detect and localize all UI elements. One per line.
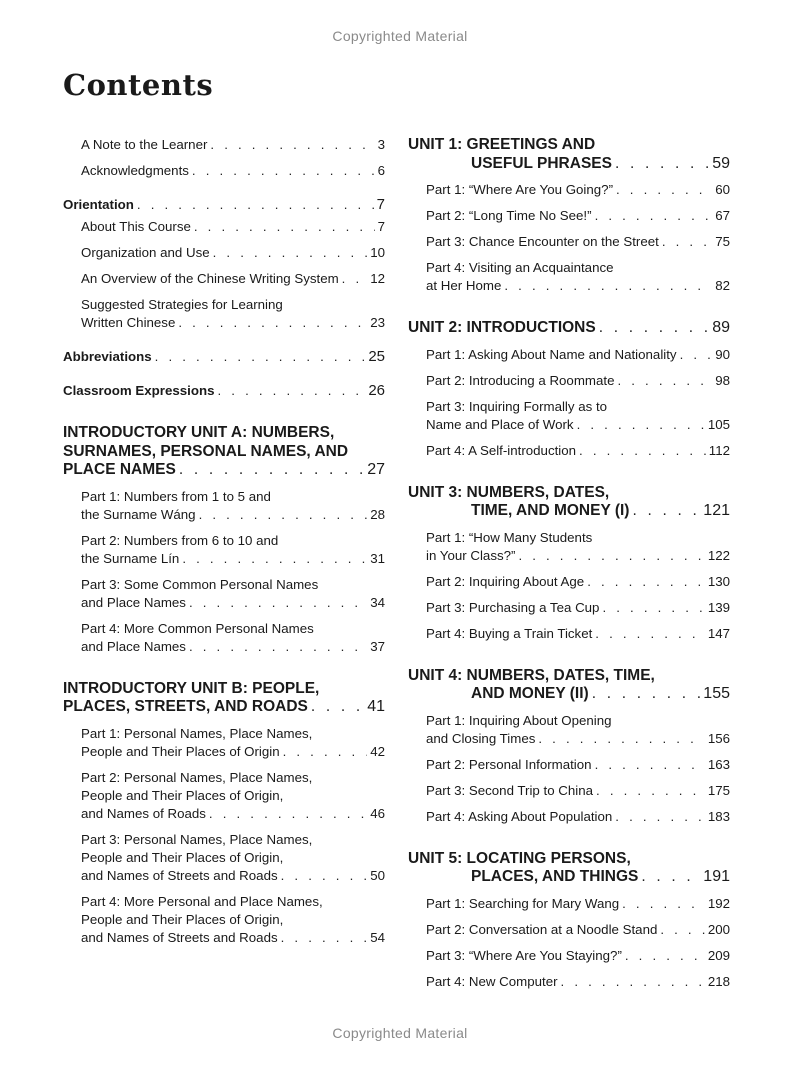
dot-leader — [538, 730, 704, 748]
toc-entry[interactable] — [408, 573, 730, 591]
toc-entry[interactable] — [408, 895, 730, 913]
toc-entry[interactable] — [408, 529, 730, 565]
toc-entry-title: Part 4: More Personal and Place Names, — [81, 893, 323, 909]
toc-entry[interactable] — [63, 831, 385, 885]
toc-entry[interactable] — [408, 625, 730, 643]
toc-entry-title: and Names of Streets and Roads — [81, 867, 278, 883]
toc-entry[interactable] — [63, 244, 385, 262]
toc-unit-heading[interactable] — [408, 484, 730, 521]
toc-entry-title: the Surname Lín — [81, 550, 180, 566]
toc-entry-title: Part 1: “How Many Students — [426, 529, 593, 545]
toc-entry-title: Part 2: Introducing a Roommate — [426, 372, 615, 388]
toc-entry-title: at Her Home — [426, 278, 502, 293]
toc-entry-title: Part 3: Some Common Personal Names — [81, 576, 319, 592]
toc-entry-title: UNIT 1: GREETINGS AND — [408, 136, 596, 153]
toc-entry[interactable] — [408, 442, 730, 460]
toc-page-number: 122 — [707, 547, 730, 563]
toc-page-number: 37 — [370, 638, 385, 654]
toc-entry[interactable] — [408, 181, 730, 199]
toc-entry-title: INTRODUCTORY UNIT A: NUMBERS, — [63, 424, 335, 441]
toc-column-right — [408, 136, 730, 991]
toc-page-number: 50 — [370, 867, 385, 883]
dot-leader — [622, 895, 705, 913]
toc-entry-title: People and Their Places of Origin — [81, 743, 280, 759]
dot-leader — [189, 594, 367, 612]
toc-entry-title: and Names of Roads — [81, 805, 206, 821]
toc-entry-title: Part 2: Personal Information — [426, 756, 592, 772]
dot-leader — [504, 277, 712, 295]
toc-entry-title: UNIT 4: NUMBERS, DATES, TIME, — [408, 666, 655, 684]
dot-leader — [632, 502, 700, 521]
toc-entry-title: Part 2: Inquiring About Age — [426, 573, 585, 589]
toc-entry-title: and Closing Times — [426, 730, 536, 746]
toc-entry[interactable] — [63, 725, 385, 761]
toc-entry-title: in Your Class?” — [426, 547, 516, 563]
toc-page-number: 10 — [370, 245, 385, 260]
toc-page-number: 75 — [715, 234, 730, 249]
toc-page-number: 200 — [707, 921, 730, 937]
toc-section-heading[interactable] — [63, 196, 385, 214]
dot-leader — [592, 685, 701, 704]
toc-page-number: 90 — [715, 346, 730, 362]
toc-entry-title: INTRODUCTORY UNIT B: PEOPLE, — [63, 679, 320, 697]
page-title: Contents — [63, 68, 214, 102]
dot-leader — [641, 868, 700, 887]
toc-entry-title: Part 4: Asking About Population — [426, 808, 613, 824]
dot-leader — [283, 743, 368, 761]
dot-leader — [579, 442, 706, 460]
dot-leader — [518, 547, 704, 565]
dot-leader — [625, 947, 705, 965]
toc-entry-title: Part 1: Personal Names, Place Names, — [81, 725, 313, 741]
toc-column-left — [63, 136, 385, 947]
toc-entry-title: Part 4: A Self-introduction — [426, 442, 577, 458]
toc-entry[interactable] — [408, 372, 730, 390]
dot-leader — [599, 319, 709, 338]
toc-entry[interactable] — [63, 488, 385, 524]
toc-entry[interactable] — [408, 259, 730, 295]
toc-page-number: 34 — [370, 594, 385, 610]
dot-leader — [194, 218, 375, 236]
toc-page-number: 7 — [376, 196, 385, 213]
dot-leader — [680, 346, 713, 364]
toc-entry-title: Part 1: Inquiring About Opening — [426, 712, 612, 728]
toc-page-number: 218 — [707, 973, 730, 989]
toc-entry-title: Part 3: Chance Encounter on the Street — [426, 234, 659, 249]
toc-page-number: 46 — [370, 805, 385, 821]
toc-unit-heading[interactable] — [408, 667, 730, 704]
dot-leader — [602, 599, 704, 617]
toc-entry[interactable] — [63, 218, 385, 236]
toc-page-number: 121 — [703, 502, 730, 519]
toc-page-number: 3 — [377, 137, 385, 152]
dot-leader — [213, 244, 368, 262]
toc-unit-heading[interactable] — [408, 136, 730, 173]
toc-entry-title: Part 4: Visiting an Acquaintance — [426, 260, 614, 275]
toc-page-number: 41 — [367, 698, 385, 715]
toc-page-number: 191 — [703, 868, 730, 885]
toc-entry-title: About This Course — [81, 219, 191, 234]
toc-page-number: 163 — [707, 756, 730, 772]
toc-unit-heading[interactable] — [408, 319, 730, 338]
toc-entry-title: PLACES, STREETS, AND ROADS — [63, 698, 308, 715]
toc-entry-title: UNIT 3: NUMBERS, DATES, — [408, 483, 610, 501]
toc-page-number: 98 — [715, 372, 730, 388]
toc-page-number: 54 — [370, 929, 385, 945]
dot-leader — [616, 181, 712, 199]
dot-leader — [178, 314, 367, 332]
toc-page-number: 23 — [370, 315, 385, 330]
dot-leader — [182, 550, 367, 568]
toc-entry-title: People and Their Places of Origin, — [81, 911, 284, 927]
toc-unit-heading[interactable] — [63, 680, 385, 717]
toc-page-number: 28 — [370, 506, 385, 522]
dot-leader — [561, 973, 705, 991]
dot-leader — [615, 808, 705, 826]
toc-entry-title: Part 1: “Where Are You Going?” — [426, 182, 613, 197]
dot-leader — [192, 162, 375, 180]
toc-page-number: 209 — [707, 947, 730, 963]
toc-entry-title: Part 4: More Common Personal Names — [81, 620, 314, 636]
dot-leader — [189, 638, 367, 656]
dot-leader — [577, 416, 705, 434]
toc-entry-title: Part 2: Personal Names, Place Names, — [81, 769, 313, 785]
toc-page-number: 27 — [367, 461, 385, 478]
dot-leader — [615, 155, 709, 174]
toc-entry[interactable] — [408, 233, 730, 251]
toc-entry-title: AND MONEY (II) — [471, 685, 589, 702]
toc-entry[interactable] — [408, 756, 730, 774]
dot-leader — [281, 867, 368, 885]
toc-entry[interactable] — [408, 712, 730, 748]
dot-leader — [662, 233, 712, 251]
toc-entry[interactable] — [408, 346, 730, 364]
toc-entry[interactable] — [63, 136, 385, 154]
toc-entry-title: USEFUL PHRASES — [471, 154, 612, 172]
toc-page-number: 105 — [707, 416, 730, 432]
toc-unit-heading[interactable] — [408, 850, 730, 887]
toc-page-number: 26 — [368, 382, 385, 399]
toc-section-heading[interactable] — [63, 382, 385, 400]
toc-entry-title: Part 1: Searching for Mary Wang — [426, 895, 620, 911]
toc-entry-title: and Place Names — [81, 594, 186, 610]
toc-section-heading[interactable] — [63, 348, 385, 366]
toc-page-number: 59 — [712, 154, 730, 172]
dot-leader — [179, 461, 364, 480]
toc-entry-title: People and Their Places of Origin, — [81, 849, 284, 865]
toc-entry-title: Part 2: “Long Time No See!” — [426, 208, 592, 223]
toc-page-number: 130 — [707, 573, 730, 589]
toc-entry-title: Part 3: “Where Are You Staying?” — [426, 947, 622, 963]
toc-entry-title: Part 1: Numbers from 1 to 5 and — [81, 488, 271, 504]
dot-leader — [137, 196, 374, 214]
toc-entry[interactable] — [408, 398, 730, 434]
dot-leader — [210, 136, 374, 154]
toc-entry[interactable] — [408, 808, 730, 826]
dot-leader — [587, 573, 705, 591]
toc-page-number: 6 — [377, 163, 385, 178]
toc-entry-title: Part 3: Personal Names, Place Names, — [81, 831, 313, 847]
toc-entry-title: Part 2: Numbers from 6 to 10 and — [81, 532, 279, 548]
toc-entry-title: SURNAMES, PERSONAL NAMES, AND — [63, 442, 349, 460]
toc-entry-title: and Names of Streets and Roads — [81, 929, 278, 945]
toc-entry-title: Part 3: Inquiring Formally as to — [426, 398, 608, 414]
dot-leader — [199, 506, 368, 524]
toc-entry-title: UNIT 2: INTRODUCTIONS — [408, 319, 596, 336]
toc-entry-title: Part 3: Second Trip to China — [426, 782, 594, 798]
toc-page-number: 155 — [703, 685, 730, 702]
toc-entry-title: A Note to the Learner — [81, 137, 208, 152]
dot-leader — [218, 382, 366, 400]
toc-entry-title: UNIT 5: LOCATING PERSONS, — [408, 849, 631, 867]
toc-entry-title: Part 4: New Computer — [426, 973, 558, 989]
dot-leader — [311, 698, 364, 717]
toc-entry-title: Part 4: Buying a Train Ticket — [426, 625, 593, 641]
toc-entry[interactable] — [63, 576, 385, 612]
toc-entry[interactable] — [63, 532, 385, 568]
toc-page-number: 183 — [707, 808, 730, 824]
dot-leader — [281, 929, 368, 947]
toc-page-number: 112 — [708, 442, 730, 458]
toc-entry-title: Abbreviations — [63, 349, 152, 364]
toc-page-number: 175 — [707, 782, 730, 798]
toc-entry-title: Suggested Strategies for Learning — [81, 297, 283, 312]
toc-entry-title: and Place Names — [81, 638, 186, 654]
toc-page-number: 42 — [370, 743, 385, 759]
copyright-watermark-top: Copyrighted Material — [332, 28, 468, 44]
toc-entry-title: Part 1: Asking About Name and Nationality — [426, 346, 677, 362]
toc-entry-title: Orientation — [63, 197, 134, 212]
toc-entry[interactable] — [63, 296, 385, 332]
toc-entry-title: the Surname Wáng — [81, 506, 196, 522]
toc-entry-title: Part 2: Conversation at a Noodle Stand — [426, 921, 658, 937]
toc-entry[interactable] — [408, 207, 730, 225]
toc-page-number: 31 — [370, 550, 385, 566]
dot-leader — [617, 372, 712, 390]
toc-page-number: 82 — [715, 278, 730, 293]
toc-entry[interactable] — [408, 782, 730, 800]
copyright-watermark-bottom: Copyrighted Material — [332, 1025, 468, 1041]
toc-entry-title: Organization and Use — [81, 245, 210, 260]
toc-entry[interactable] — [63, 270, 385, 288]
toc-page-number: 192 — [707, 895, 730, 911]
toc-entry-title: Written Chinese — [81, 315, 176, 330]
dot-leader — [595, 207, 713, 225]
toc-entry-title: People and Their Places of Origin, — [81, 787, 284, 803]
toc-entry[interactable] — [63, 893, 385, 947]
toc-entry-title: PLACES, AND THINGS — [471, 868, 639, 885]
toc-page-number: 156 — [707, 730, 730, 746]
toc-page-number: 147 — [707, 625, 730, 641]
toc-page-number: 7 — [377, 219, 385, 234]
dot-leader — [209, 805, 367, 823]
dot-leader — [596, 782, 705, 800]
toc-entry-title: An Overview of the Chinese Writing System — [81, 271, 339, 286]
toc-page-number: 89 — [712, 319, 730, 336]
dot-leader — [595, 625, 705, 643]
toc-entry-title: PLACE NAMES — [63, 461, 176, 478]
toc-entry[interactable] — [63, 769, 385, 823]
toc-entry-title: Classroom Expressions — [63, 383, 215, 398]
toc-page-number: 12 — [370, 271, 385, 286]
toc-entry[interactable] — [408, 947, 730, 965]
toc-entry-title: Part 3: Purchasing a Tea Cup — [426, 599, 600, 615]
dot-leader — [595, 756, 705, 774]
dot-leader — [660, 921, 704, 939]
toc-entry[interactable] — [408, 921, 730, 939]
toc-entry[interactable] — [63, 620, 385, 656]
toc-entry[interactable] — [63, 162, 385, 180]
toc-entry[interactable] — [408, 599, 730, 617]
toc-page-number: 25 — [368, 348, 385, 365]
dot-leader — [155, 348, 366, 366]
toc-unit-heading[interactable] — [63, 424, 385, 480]
dot-leader — [342, 270, 368, 288]
toc-entry-title: Name and Place of Work — [426, 416, 574, 432]
toc-entry-title: Acknowledgments — [81, 163, 189, 178]
toc-entry-title: TIME, AND MONEY (I) — [471, 502, 630, 519]
toc-page-number: 139 — [707, 599, 730, 615]
toc-page-number: 60 — [715, 182, 730, 197]
toc-page-number: 67 — [715, 208, 730, 223]
toc-entry[interactable] — [408, 973, 730, 991]
